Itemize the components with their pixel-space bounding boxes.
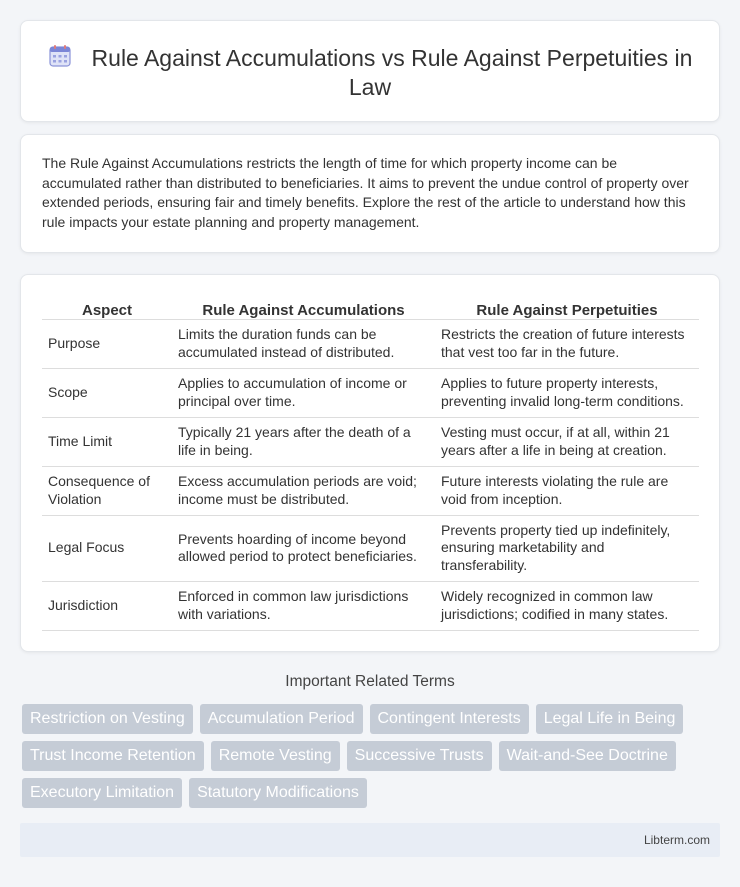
cell-perpetuities: Applies to future property interests, preventing invalid long-term conditions.: [435, 368, 699, 417]
table-row: [42, 466, 699, 515]
table-row: [42, 368, 699, 417]
comparison-card: [20, 274, 720, 652]
cell-aspect: Jurisdiction: [42, 581, 172, 630]
cell-aspect: Legal Focus: [42, 515, 172, 581]
intro-card: [20, 134, 720, 253]
table-row: [42, 515, 699, 581]
table-row: [42, 417, 699, 466]
related-term-tag[interactable]: Statutory Modifications: [189, 778, 367, 808]
cell-accumulations: Excess accumulation periods are void; income must be distributed.: [172, 466, 435, 515]
comparison-table: [42, 295, 699, 631]
related-terms-list: [22, 704, 722, 808]
cell-perpetuities: Prevents property tied up indefinitely, ensuring marketability and transferability.: [435, 515, 699, 581]
related-term-tag[interactable]: Wait-and-See Doctrine: [499, 741, 676, 771]
title-card: [20, 20, 720, 122]
cell-aspect: Purpose: [42, 319, 172, 368]
cell-accumulations: Enforced in common law jurisdictions with variations.: [172, 581, 435, 630]
header-accumulations: Rule Against Accumulations: [172, 295, 435, 319]
calendar-icon: [48, 44, 72, 68]
related-term-tag[interactable]: Contingent Interests: [370, 704, 529, 734]
related-term-tag[interactable]: Restriction on Vesting: [22, 704, 193, 734]
cell-accumulations: Limits the duration funds can be accumulated instead of distributed.: [172, 319, 435, 368]
cell-perpetuities: Future interests violating the rule are void from inception.: [435, 466, 699, 515]
page-title: Rule Against Accumulations vs Rule Against Perpetuities in Law: [91, 45, 693, 100]
cell-perpetuities: Widely recognized in common law jurisdictions; codified in many states.: [435, 581, 699, 630]
related-term-tag[interactable]: Accumulation Period: [200, 704, 363, 734]
header-perpetuities: Rule Against Perpetuities: [435, 295, 699, 319]
related-term-tag[interactable]: Trust Income Retention: [22, 741, 204, 771]
cell-accumulations: Typically 21 years after the death of a life in being.: [172, 417, 435, 466]
table-header-row: [42, 295, 699, 319]
footer: [20, 823, 720, 857]
cell-aspect: Time Limit: [42, 417, 172, 466]
related-terms-heading: Important Related Terms: [285, 673, 455, 690]
related-term-tag[interactable]: Remote Vesting: [211, 741, 340, 771]
related-term-tag[interactable]: Legal Life in Being: [536, 704, 684, 734]
table-row: [42, 581, 699, 630]
cell-accumulations: Applies to accumulation of income or principal over time.: [172, 368, 435, 417]
related-term-tag[interactable]: Successive Trusts: [347, 741, 492, 771]
footer-site-link[interactable]: Libterm.com: [643, 833, 710, 847]
cell-perpetuities: Restricts the creation of future interests that vest too far in the future.: [435, 319, 699, 368]
page-title-wrap: [41, 44, 699, 102]
cell-accumulations: Prevents hoarding of income beyond allowed period to protect beneficiaries.: [172, 515, 435, 581]
cell-perpetuities: Vesting must occur, if at all, within 21 years after a life in being at creation.: [435, 417, 699, 466]
header-aspect: Aspect: [42, 295, 172, 319]
cell-aspect: Scope: [42, 368, 172, 417]
cell-aspect: Consequence of Violation: [42, 466, 172, 515]
related-term-tag[interactable]: Executory Limitation: [22, 778, 182, 808]
table-row: [42, 319, 699, 368]
intro-paragraph: The Rule Against Accumulations restricts the length of time for which property income can be accumulated rather than distributed to beneficiaries. It aims to prevent the undue control of property over extended periods, ensuring fair and timely benefits. Explore the rest of the article to understand how this rule impacts your estate planning and property management.: [42, 155, 689, 230]
